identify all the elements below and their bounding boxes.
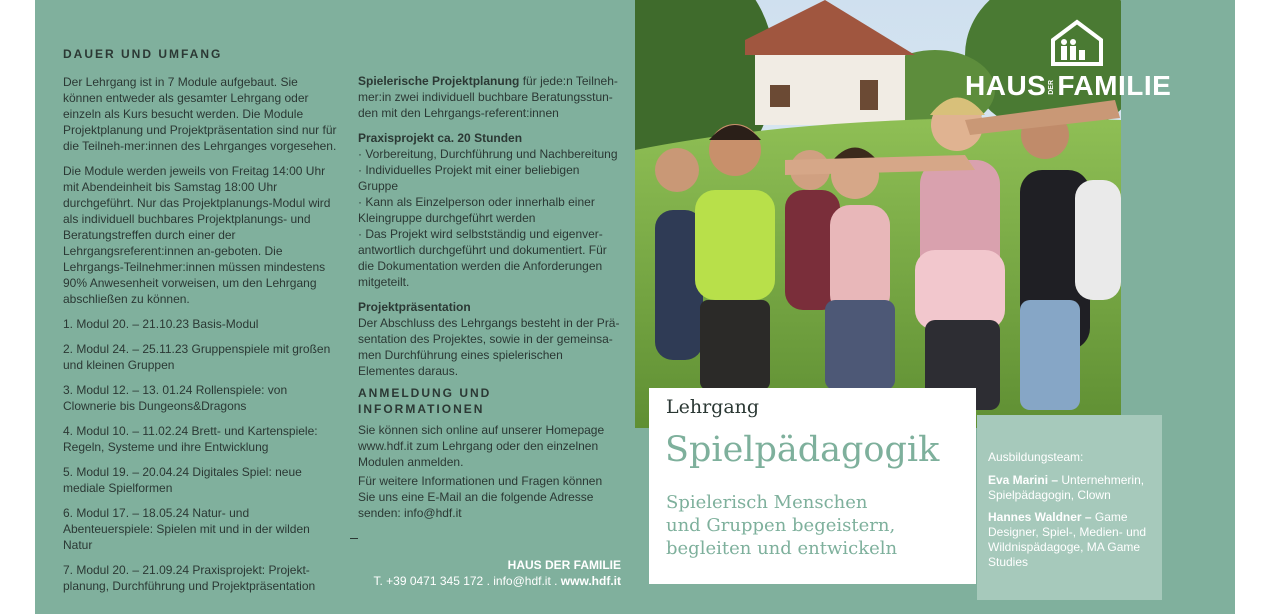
team-member-role: Unternehmerin, Spielpädagogin, Clown	[988, 473, 1145, 502]
practice-item: · Individuelles Projekt mit einer beliebigen Gruppe	[358, 163, 580, 193]
module-item: 5. Modul 19. – 20.04.24 Digitales Spiel: neue mediale Spielformen	[63, 465, 302, 495]
course-subtitle: Spielerisch Menschen und Gruppen begeistern, begleiten und entwickeln	[666, 492, 898, 559]
schedule-text: Die Module werden jeweils von Freitag 14:00 Uhr mit Abendeinheit bis Samstag 18:00 Uhr durchgeführt. Nur das Projektplanungs-Modul wird als individuell buchbares Projektplanungs- und Beratungstreffen durch einer der Lehrgangsreferent:innen an-geboten. Die Lehrgangs-Teilnehmer:innen müssen mindestens 90% Anwesenheit vorweisen, um den Lehrgang abschließen zu können.	[63, 164, 331, 306]
team-member	[988, 510, 1160, 570]
title-card	[649, 388, 976, 584]
training-team-box	[977, 415, 1162, 600]
logo-word-haus: HAUS	[965, 70, 1047, 101]
team-label: Ausbildungsteam:	[988, 450, 1084, 464]
logo-word-der: DER	[1048, 80, 1056, 95]
module-item: 2. Modul 24. – 25.11.23 Gruppenspiele mit großen und kleinen Gruppen	[63, 342, 331, 372]
course-type-label: Lehrgang	[666, 396, 760, 418]
module-item: 1. Modul 20. – 21.10.23 Basis-Modul	[63, 317, 259, 331]
footer-organization: HAUS DER FAMILIE	[507, 558, 621, 572]
team-member-role: Game Designer, Spiel-, Medien- und Wildnispädagoge, MA Game Studies	[988, 510, 1147, 569]
middle-column	[358, 73, 620, 530]
presentation-heading: Projektpräsentation	[358, 300, 471, 314]
contact-text: Für weitere Informationen und Fragen können Sie uns eine E-Mail an die folgende Adresse senden: info@hdf.it	[358, 474, 603, 520]
section-heading-registration: ANMELDUNG UND INFORMATIONEN	[358, 386, 492, 416]
team-member-name: Eva Marini –	[988, 473, 1059, 487]
brand-logo	[965, 70, 1171, 102]
footer-website-link[interactable]: www.hdf.it	[560, 574, 621, 588]
logo-word-familie: FAMILIE	[1057, 70, 1172, 101]
registration-text: Sie können sich online auf unserer Homepage www.hdf.it zum Lehrgang oder den einzelnen Modulen anmelden.	[358, 423, 605, 469]
practice-item: · Vorbereitung, Durchführung und Nachbereitung	[358, 147, 618, 161]
team-member	[988, 473, 1160, 503]
module-item: 6. Modul 17. – 18.05.24 Natur- und Abenteuerspiele: Spielen mit und in der wilden Natur	[63, 506, 310, 552]
practice-item: · Kann als Einzelperson oder innerhalb einer Kleingruppe durchgeführt werden	[358, 195, 595, 225]
intro-text: Der Lehrgang ist in 7 Module aufgebaut. Sie können entweder als gesamter Lehrgang oder einzeln als Kurs besucht werden. Die Module Projektplanung und Projektpräsentation sind nur für die Teilneh-mer:innen des Lehrganges vorgesehen.	[63, 75, 337, 153]
planning-paragraph	[358, 73, 620, 121]
planning-heading: Spielerische Projektplanung	[358, 74, 520, 88]
left-column	[63, 46, 338, 603]
section-heading-duration: DAUER UND UMFANG	[63, 47, 223, 61]
footer-contact	[373, 574, 621, 588]
presentation-text: Der Abschluss des Lehrgangs besteht in der Prä-sentation des Projektes, sowie in der gemeinsa-men Durchführung eines spielerischen Elementes daraus.	[358, 316, 620, 378]
footer-contact-text: T. +39 0471 345 172 . info@hdf.it .	[373, 574, 561, 588]
practice-heading: Praxisprojekt ca. 20 Stunden	[358, 131, 523, 145]
module-item: 3. Modul 12. – 13. 01.24 Rollenspiele: von Clownerie bis Dungeons&Dragons	[63, 383, 288, 413]
module-item: 4. Modul 10. – 11.02.24 Brett- und Kartenspiele: Regeln, Systeme und ihre Entwicklung	[63, 424, 318, 454]
course-title: Spielpädagogik	[665, 430, 940, 470]
practice-item: · Das Projekt wird selbstständig und eigenver-antwortlich durchgeführt und dokumentiert. Für die Dokumentation werden die Anforderungen mitgeteilt.	[358, 227, 607, 289]
module-item: 7. Modul 20. – 21.09.24 Praxisprojekt: Projekt-planung, Durchführung und Projektpräsentation	[63, 563, 316, 593]
divider-dash	[350, 538, 358, 539]
planning-text: für jede:n Teilneh-mer:in zwei individuell buchbare Beratungsstun-den mit den Lehrgangs-referent:innen	[358, 74, 618, 120]
team-member-name: Hannes Waldner –	[988, 510, 1092, 524]
